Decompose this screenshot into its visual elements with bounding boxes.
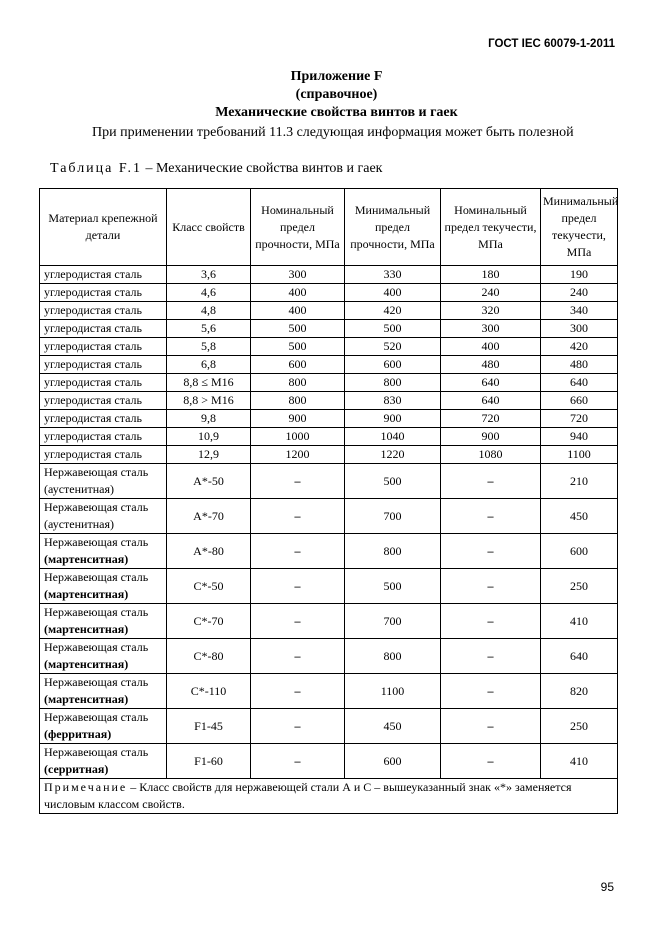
material-type: (мартенситная) [44,622,129,636]
material-name: углеродистая сталь [44,321,142,335]
material-name: Нержавеющая сталь [44,605,149,619]
cell-nominal-strength: 1000 [251,428,345,446]
cell-min-yield: 340 [541,302,618,320]
mechanical-properties-table [39,188,618,814]
cell-nominal-yield: – [441,499,541,534]
cell-material [40,744,167,779]
material-name: Нержавеющая сталь [44,710,149,724]
material-type: (мартенситная) [44,657,129,671]
cell-class: 5,8 [167,338,251,356]
table-row [40,410,618,428]
cell-min-strength: 1040 [345,428,441,446]
cell-class: 3,6 [167,266,251,284]
cell-min-strength: 800 [345,534,441,569]
table-row [40,464,618,499]
table-row [40,604,618,639]
cell-nominal-yield: – [441,569,541,604]
cell-min-yield: 240 [541,284,618,302]
cell-nominal-strength: 500 [251,338,345,356]
material-name: углеродистая сталь [44,447,142,461]
cell-nominal-strength: 1200 [251,446,345,464]
cell-nominal-strength: 900 [251,410,345,428]
cell-class: C*-50 [167,569,251,604]
cell-material [40,604,167,639]
table-header-row [40,189,618,266]
material-name: Нержавеющая сталь [44,570,149,584]
cell-min-yield: 640 [541,639,618,674]
table-row [40,639,618,674]
cell-min-strength: 450 [345,709,441,744]
cell-min-strength: 420 [345,302,441,320]
cell-min-yield: 600 [541,534,618,569]
material-name: углеродистая сталь [44,357,142,371]
cell-material [40,284,167,302]
cell-min-yield: 660 [541,392,618,410]
material-name: Нержавеющая сталь [44,675,149,689]
cell-class: C*-110 [167,674,251,709]
note-text: – Класс свойств для нержавеющей стали А и С – вышеуказанный знак «*» заменяется числовым классом свойств. [44,780,572,811]
page-number: 95 [600,880,614,894]
appendix-title: Приложение F [290,69,383,84]
cell-nominal-yield: – [441,744,541,779]
table-row [40,266,618,284]
table-row [40,428,618,446]
cell-min-yield: 480 [541,356,618,374]
material-name: Нержавеющая сталь [44,500,149,514]
cell-nominal-yield: 640 [441,374,541,392]
cell-min-strength: 330 [345,266,441,284]
cell-min-yield: 250 [541,709,618,744]
material-name: Нержавеющая сталь [44,535,149,549]
cell-min-strength: 800 [345,374,441,392]
table-row [40,302,618,320]
table-row [40,320,618,338]
cell-min-strength: 800 [345,639,441,674]
cell-min-strength: 830 [345,392,441,410]
cell-min-yield: 450 [541,499,618,534]
note-label: Примечание [44,780,128,794]
cell-material [40,499,167,534]
cell-nominal-strength: – [251,709,345,744]
cell-material [40,302,167,320]
material-name: Нержавеющая сталь [44,465,149,479]
material-type: (ферритная) [44,727,112,741]
table-row [40,446,618,464]
material-name: углеродистая сталь [44,429,142,443]
cell-nominal-strength: – [251,744,345,779]
cell-min-yield: 300 [541,320,618,338]
cell-nominal-strength: – [251,499,345,534]
cell-min-strength: 700 [345,499,441,534]
table-caption-text: – Механические свойства винтов и гаек [142,161,383,176]
cell-class: 9,8 [167,410,251,428]
document-header: ГОСТ IEC 60079-1-2011 [488,38,615,50]
cell-material [40,338,167,356]
cell-min-strength: 900 [345,410,441,428]
cell-nominal-yield: 400 [441,338,541,356]
cell-material [40,356,167,374]
cell-nominal-yield: – [441,639,541,674]
col-header-nominal-strength: Номинальный предел прочности, МПа [251,189,345,266]
cell-min-strength: 500 [345,320,441,338]
intro-paragraph: При применении требований 11.3 следующая информация может быть полезной [92,125,574,140]
cell-class: 8,8 ≤ M16 [167,374,251,392]
cell-nominal-strength: 500 [251,320,345,338]
cell-class: 10,9 [167,428,251,446]
cell-min-yield: 1100 [541,446,618,464]
cell-min-strength: 1100 [345,674,441,709]
cell-min-strength: 500 [345,464,441,499]
cell-min-strength: 600 [345,744,441,779]
col-header-nominal-yield: Номинальный предел текучести, МПа [441,189,541,266]
table-row [40,674,618,709]
cell-nominal-strength: – [251,534,345,569]
cell-min-yield: 940 [541,428,618,446]
col-header-material: Материал крепежной детали [40,189,167,266]
material-name: углеродистая сталь [44,411,142,425]
material-type: (аустенитная) [44,482,114,496]
cell-nominal-yield: – [441,604,541,639]
cell-class: 6,8 [167,356,251,374]
cell-class: C*-80 [167,639,251,674]
table-row [40,709,618,744]
cell-class: A*-80 [167,534,251,569]
table-row [40,374,618,392]
table-row [40,534,618,569]
cell-nominal-strength: 400 [251,284,345,302]
appendix-heading: Механические свойства винтов и гаек [215,105,458,120]
cell-nominal-yield: 480 [441,356,541,374]
cell-nominal-yield: – [441,709,541,744]
cell-nominal-yield: 900 [441,428,541,446]
cell-min-yield: 410 [541,604,618,639]
cell-class: F1-60 [167,744,251,779]
cell-nominal-yield: – [441,534,541,569]
material-type: (мартенситная) [44,692,129,706]
cell-nominal-yield: 640 [441,392,541,410]
cell-nominal-yield: 180 [441,266,541,284]
material-name: углеродистая сталь [44,303,142,317]
cell-min-yield: 210 [541,464,618,499]
material-type: (аустенитная) [44,517,114,531]
cell-min-yield: 190 [541,266,618,284]
table-row [40,569,618,604]
cell-min-yield: 720 [541,410,618,428]
cell-min-yield: 820 [541,674,618,709]
cell-nominal-yield: 1080 [441,446,541,464]
cell-nominal-yield: 300 [441,320,541,338]
material-name: углеродистая сталь [44,267,142,281]
cell-material [40,374,167,392]
col-header-class: Класс свойств [167,189,251,266]
material-name: Нержавеющая сталь [44,745,149,759]
material-name: углеродистая сталь [44,393,142,407]
table-note-row [40,779,618,814]
cell-min-yield: 420 [541,338,618,356]
table-note [40,779,618,814]
appendix-subtitle: (справочное) [295,87,378,102]
cell-nominal-yield: – [441,674,541,709]
appendix-titles [0,68,661,122]
cell-min-strength: 1220 [345,446,441,464]
cell-nominal-strength: – [251,464,345,499]
cell-min-strength: 400 [345,284,441,302]
table-row [40,338,618,356]
cell-material [40,464,167,499]
cell-nominal-strength: 800 [251,392,345,410]
cell-nominal-strength: – [251,604,345,639]
cell-nominal-yield: 720 [441,410,541,428]
table-row [40,392,618,410]
cell-material [40,569,167,604]
table-row [40,744,618,779]
cell-min-strength: 520 [345,338,441,356]
col-header-min-strength: Минимальный предел прочности, МПа [345,189,441,266]
cell-min-yield: 250 [541,569,618,604]
cell-material [40,639,167,674]
cell-nominal-strength: 300 [251,266,345,284]
table-row [40,284,618,302]
table-caption-label: Таблица F.1 [50,161,143,176]
cell-min-yield: 410 [541,744,618,779]
cell-material [40,709,167,744]
cell-class: 8,8 > M16 [167,392,251,410]
cell-class: F1-45 [167,709,251,744]
material-type: (мартенситная) [44,552,129,566]
cell-material [40,674,167,709]
cell-material [40,446,167,464]
cell-material [40,266,167,284]
cell-material [40,392,167,410]
cell-nominal-yield: 320 [441,302,541,320]
cell-nominal-strength: – [251,639,345,674]
cell-class: 4,8 [167,302,251,320]
col-header-min-yield: Минимальный предел текучести, МПа [541,189,618,266]
material-name: углеродистая сталь [44,375,142,389]
material-type: (мартенситная) [44,587,129,601]
cell-nominal-yield: 240 [441,284,541,302]
table-row [40,356,618,374]
cell-class: A*-50 [167,464,251,499]
cell-material [40,410,167,428]
cell-min-strength: 600 [345,356,441,374]
cell-nominal-strength: – [251,674,345,709]
cell-min-strength: 700 [345,604,441,639]
material-name: Нержавеющая сталь [44,640,149,654]
table-caption [50,161,382,177]
cell-nominal-yield: – [441,464,541,499]
cell-class: 5,6 [167,320,251,338]
cell-nominal-strength: 800 [251,374,345,392]
cell-nominal-strength: 400 [251,302,345,320]
material-name: углеродистая сталь [44,339,142,353]
cell-nominal-strength: – [251,569,345,604]
cell-min-yield: 640 [541,374,618,392]
cell-nominal-strength: 600 [251,356,345,374]
cell-material [40,428,167,446]
cell-material [40,534,167,569]
cell-class: C*-70 [167,604,251,639]
cell-class: 4,6 [167,284,251,302]
cell-min-strength: 500 [345,569,441,604]
cell-class: A*-70 [167,499,251,534]
table-row [40,499,618,534]
cell-class: 12,9 [167,446,251,464]
material-type: (серритная) [44,762,109,776]
material-name: углеродистая сталь [44,285,142,299]
cell-material [40,320,167,338]
